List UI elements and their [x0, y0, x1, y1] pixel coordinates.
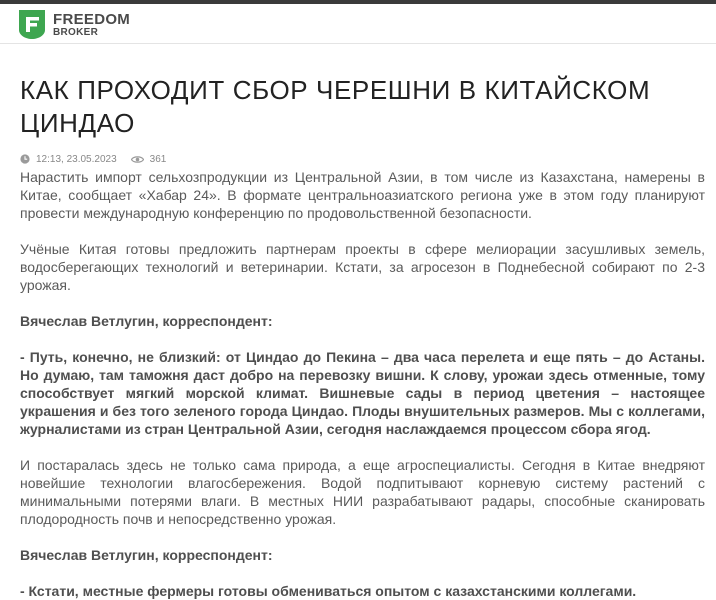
- view-count-text: 361: [149, 153, 167, 165]
- speaker-paragraph: Вячеслав Ветлугин, корреспондент:: [20, 547, 273, 563]
- speaker-paragraph: - Путь, конечно, не близкий: от Циндао до Пекина – два часа перелета и еще пять – до Астаны. Но думаю, там таможня даст добро на перевозку вишни. К слову, урожаи здесь отменные, тому способствует мягкий морской климат. Вишневые сады в период цветения – настоящее украшения и без того зеленого города Циндао. Плоды внушительных размеров. Мы с коллегами, журналистами из стран Центральной Азии, сегодня наслаждаемся процессом сбора ягод.: [20, 349, 705, 437]
- publish-time: [20, 154, 117, 165]
- site-header: [0, 4, 716, 44]
- view-count: [131, 154, 167, 165]
- publish-time-text: 12:13, 23.05.2023: [36, 153, 117, 165]
- body-paragraph: И постаралась здесь не только сама природа, а еще агроспециалисты. Сегодня в Китае внедряют новейшие технологии влагосбережения. Водой подпитывают корневую систему растений с минимальными потерями влаги. В местных НИИ разрабатывают радары, способные сканировать плодородность почв и непосредственно урожая.: [20, 457, 705, 527]
- logo-wordmark: [53, 12, 130, 38]
- freedom-logo-icon: [19, 10, 45, 39]
- clock-icon: [20, 154, 30, 164]
- article-body: [20, 168, 705, 600]
- eye-icon: [131, 155, 144, 164]
- speaker-paragraph: - Кстати, местные фермеры готовы обмениваться опытом с казахстанскими коллегами.: [20, 583, 637, 599]
- article: [20, 74, 705, 600]
- speaker-paragraph: Вячеслав Ветлугин, корреспондент:: [20, 313, 273, 329]
- body-paragraph: Учёные Китая готовы предложить партнерам проекты в сфере мелиорации засушливых земель, водосберегающих технологий и ветеринарии. Кстати, за агросезон в Поднебесной собирают по 2-3 урожая.: [20, 241, 705, 293]
- body-paragraph: Нарастить импорт сельхозпродукции из Центральной Азии, в том числе из Казахстана, намерены в Китае, сообщает «Хабар 24». В формате центральноазиатского региона уже в этом году планируют провести международную конференцию по продовольственной безопасности.: [20, 169, 705, 221]
- article-title: КАК ПРОХОДИТ СБОР ЧЕРЕШНИ В КИТАЙСКОМ ЦИНДАО: [20, 75, 651, 138]
- article-meta: [20, 152, 705, 166]
- logo-title: FREEDOM: [53, 10, 131, 28]
- freedom-broker-logo[interactable]: [19, 10, 130, 39]
- logo-subtitle: BROKER: [53, 26, 99, 38]
